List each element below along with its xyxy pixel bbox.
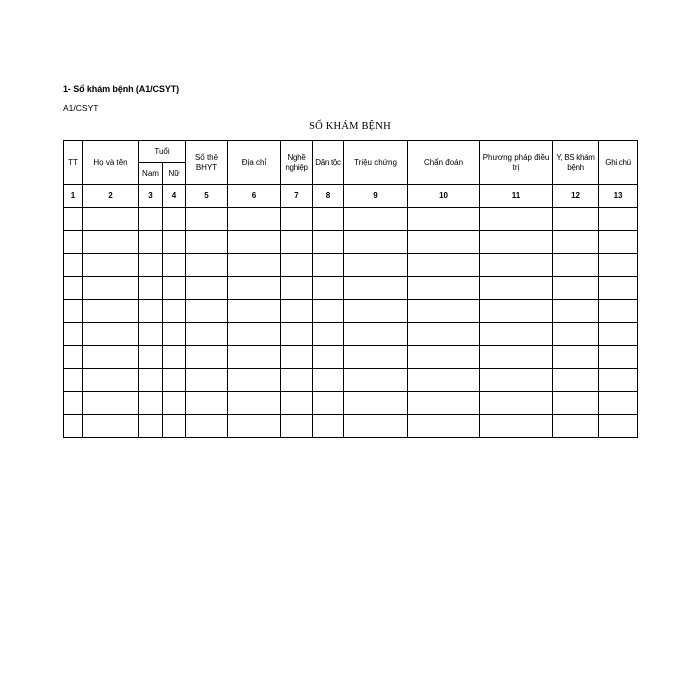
table-cell	[228, 415, 281, 438]
column-number: 2	[83, 185, 139, 208]
table-cell	[344, 392, 408, 415]
table-cell	[480, 415, 553, 438]
table-cell	[599, 392, 638, 415]
table-cell	[228, 231, 281, 254]
table-cell	[480, 300, 553, 323]
table-cell	[408, 300, 480, 323]
column-number: 5	[186, 185, 228, 208]
register-body	[64, 185, 638, 438]
table-cell	[599, 254, 638, 277]
table-cell	[228, 346, 281, 369]
column-number: 6	[228, 185, 281, 208]
table-cell	[408, 369, 480, 392]
table-cell	[163, 277, 186, 300]
table-cell	[480, 346, 553, 369]
header-row	[64, 141, 638, 163]
column-number: 7	[281, 185, 313, 208]
table-cell	[553, 300, 599, 323]
table-cell	[480, 323, 553, 346]
table-cell	[186, 208, 228, 231]
table-row	[64, 346, 638, 369]
table-cell	[553, 231, 599, 254]
table-cell	[186, 231, 228, 254]
column-number: 9	[344, 185, 408, 208]
table-cell	[228, 208, 281, 231]
table-cell	[139, 277, 163, 300]
col-male-header: Nam	[139, 163, 163, 185]
table-cell	[83, 346, 139, 369]
col-ethnicity-header: Dân tộc	[313, 141, 344, 185]
table-row	[64, 231, 638, 254]
table-cell	[64, 369, 83, 392]
table-cell	[408, 346, 480, 369]
table-cell	[83, 254, 139, 277]
table-cell	[64, 231, 83, 254]
table-cell	[163, 208, 186, 231]
table-cell	[139, 254, 163, 277]
table-cell	[139, 369, 163, 392]
table-cell	[553, 277, 599, 300]
table-row	[64, 277, 638, 300]
table-cell	[163, 415, 186, 438]
table-cell	[139, 231, 163, 254]
table-cell	[599, 346, 638, 369]
col-address-header: Địa chỉ	[228, 141, 281, 185]
table-cell	[313, 392, 344, 415]
column-number: 13	[599, 185, 638, 208]
table-cell	[163, 346, 186, 369]
column-number-row	[64, 185, 638, 208]
table-cell	[163, 300, 186, 323]
table-cell	[408, 392, 480, 415]
table-cell	[186, 392, 228, 415]
table-cell	[186, 369, 228, 392]
table-cell	[228, 254, 281, 277]
column-number: 12	[553, 185, 599, 208]
table-cell	[553, 208, 599, 231]
table-cell	[64, 415, 83, 438]
table-cell	[344, 208, 408, 231]
column-number: 1	[64, 185, 83, 208]
col-occupation-header: Nghề nghiệp	[281, 141, 313, 185]
table-cell	[553, 323, 599, 346]
table-cell	[408, 323, 480, 346]
table-cell	[313, 277, 344, 300]
table-cell	[64, 323, 83, 346]
table-cell	[64, 300, 83, 323]
table-row	[64, 254, 638, 277]
table-cell	[186, 277, 228, 300]
column-number: 3	[139, 185, 163, 208]
table-cell	[83, 300, 139, 323]
table-cell	[553, 254, 599, 277]
table-cell	[480, 254, 553, 277]
table-cell	[344, 254, 408, 277]
table-cell	[480, 277, 553, 300]
table-cell	[599, 415, 638, 438]
table-cell	[344, 323, 408, 346]
table-row	[64, 415, 638, 438]
table-cell	[281, 323, 313, 346]
column-number: 11	[480, 185, 553, 208]
table-cell	[313, 415, 344, 438]
column-number: 4	[163, 185, 186, 208]
form-code: A1/CSYT	[63, 103, 99, 113]
table-cell	[186, 346, 228, 369]
table-cell	[344, 369, 408, 392]
table-cell	[408, 254, 480, 277]
table-cell	[480, 231, 553, 254]
table-cell	[344, 277, 408, 300]
table-cell	[281, 300, 313, 323]
table-cell	[163, 369, 186, 392]
table-cell	[344, 300, 408, 323]
table-cell	[599, 300, 638, 323]
table-cell	[313, 231, 344, 254]
table-cell	[83, 392, 139, 415]
table-cell	[228, 369, 281, 392]
table-cell	[313, 323, 344, 346]
table-cell	[553, 415, 599, 438]
table-cell	[599, 323, 638, 346]
column-number: 8	[313, 185, 344, 208]
table-cell	[480, 392, 553, 415]
table-cell	[64, 346, 83, 369]
table-cell	[139, 208, 163, 231]
table-cell	[599, 369, 638, 392]
col-female-header: Nữ	[163, 163, 186, 185]
table-row	[64, 369, 638, 392]
table-cell	[83, 369, 139, 392]
table-cell	[344, 231, 408, 254]
col-insurance-header: Số thẻ BHYT	[186, 141, 228, 185]
table-cell	[64, 208, 83, 231]
table-cell	[64, 392, 83, 415]
table-cell	[186, 323, 228, 346]
table-cell	[599, 231, 638, 254]
table-cell	[186, 415, 228, 438]
table-cell	[281, 254, 313, 277]
table-cell	[599, 277, 638, 300]
table-row	[64, 300, 638, 323]
table-cell	[64, 254, 83, 277]
table-cell	[186, 300, 228, 323]
table-cell	[228, 300, 281, 323]
table-cell	[83, 231, 139, 254]
table-cell	[163, 254, 186, 277]
table-cell	[139, 392, 163, 415]
table-cell	[163, 323, 186, 346]
table-cell	[281, 231, 313, 254]
table-cell	[83, 415, 139, 438]
table-cell	[139, 323, 163, 346]
col-notes-header: Ghi chú	[599, 141, 638, 185]
form-heading: 1- Sổ khám bệnh (A1/CSYT)	[63, 84, 180, 94]
table-cell	[599, 208, 638, 231]
table-cell	[313, 254, 344, 277]
register-table	[63, 140, 638, 438]
table-cell	[83, 323, 139, 346]
table-cell	[228, 392, 281, 415]
table-cell	[313, 369, 344, 392]
table-row	[64, 208, 638, 231]
table-cell	[163, 231, 186, 254]
table-cell	[228, 323, 281, 346]
col-symptoms-header: Triệu chứng	[344, 141, 408, 185]
table-row	[64, 392, 638, 415]
table-cell	[344, 415, 408, 438]
col-diagnosis-header: Chẩn đoán	[408, 141, 480, 185]
table-cell	[281, 346, 313, 369]
table-cell	[281, 415, 313, 438]
table-cell	[553, 369, 599, 392]
table-cell	[553, 346, 599, 369]
table-cell	[408, 231, 480, 254]
column-number: 10	[408, 185, 480, 208]
table-cell	[83, 208, 139, 231]
col-age-header: Tuổi	[139, 141, 186, 163]
table-cell	[313, 300, 344, 323]
table-cell	[281, 392, 313, 415]
table-cell	[64, 277, 83, 300]
table-cell	[281, 208, 313, 231]
col-tt-header: TT	[64, 141, 83, 185]
table-cell	[313, 208, 344, 231]
table-cell	[83, 277, 139, 300]
table-cell	[139, 300, 163, 323]
table-cell	[480, 208, 553, 231]
table-cell	[139, 415, 163, 438]
table-cell	[139, 346, 163, 369]
table-cell	[163, 392, 186, 415]
table-cell	[313, 346, 344, 369]
page-title: SỔ KHÁM BỆNH	[309, 121, 391, 132]
table-cell	[186, 254, 228, 277]
table-cell	[480, 369, 553, 392]
col-name-header: Họ và tên	[83, 141, 139, 185]
table-cell	[281, 369, 313, 392]
table-cell	[408, 415, 480, 438]
table-row	[64, 323, 638, 346]
table-cell	[281, 277, 313, 300]
table-cell	[408, 277, 480, 300]
col-treatment-header: Phương pháp điều trị	[480, 141, 553, 185]
table-cell	[344, 346, 408, 369]
table-cell	[408, 208, 480, 231]
col-doctor-header: Y, BS khám bệnh	[553, 141, 599, 185]
table-cell	[553, 392, 599, 415]
table-cell	[228, 277, 281, 300]
